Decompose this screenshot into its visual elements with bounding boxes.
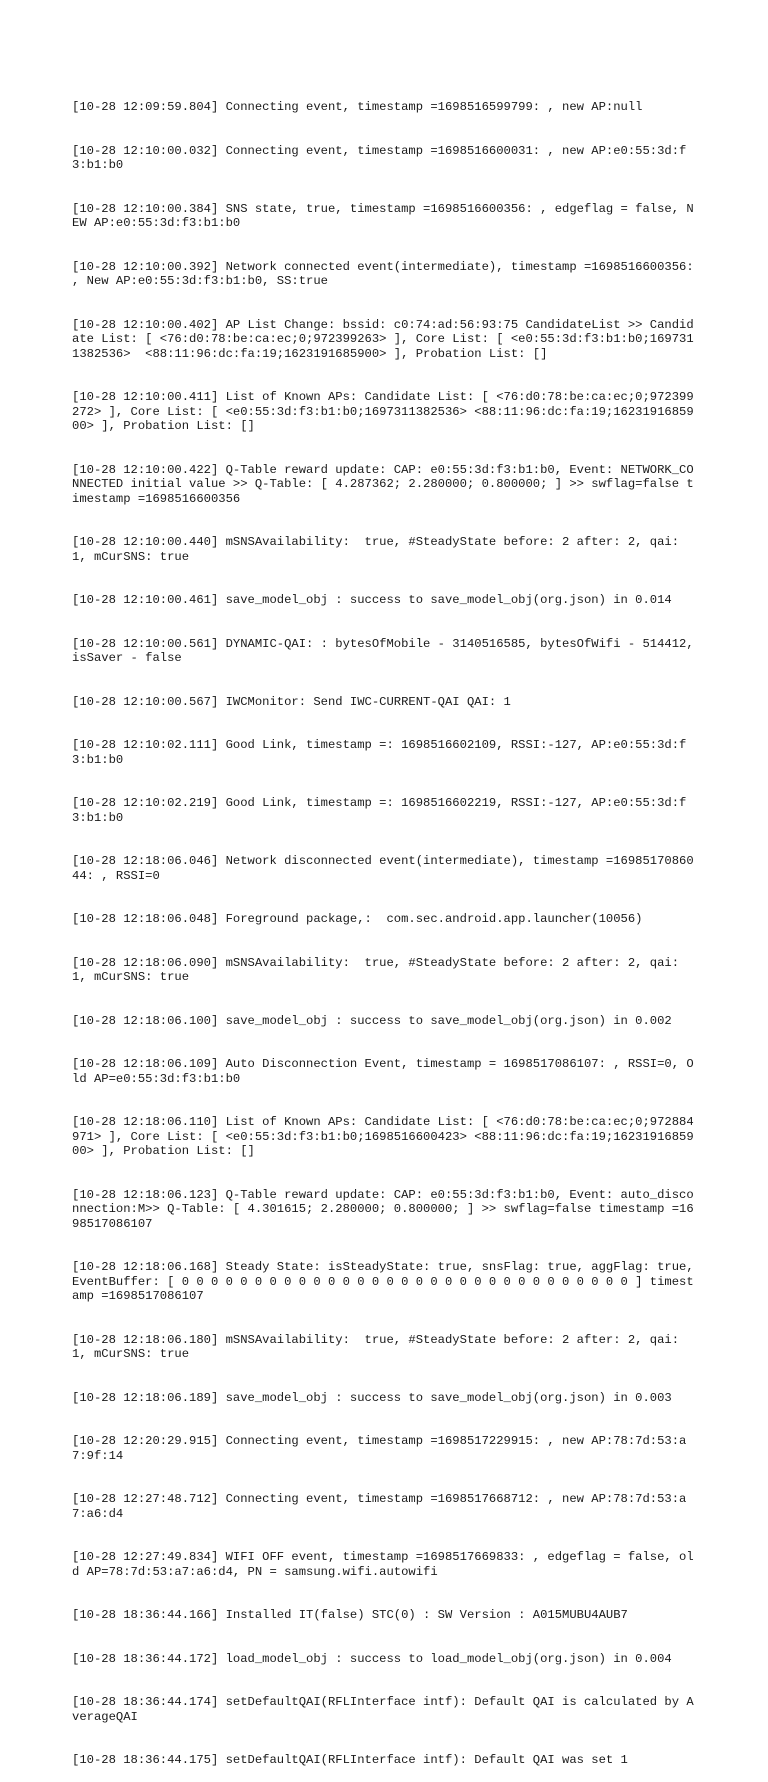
log-line: [10-28 12:10:00.561] DYNAMIC-QAI: : bytesOfMobile - 3140516585, bytesOfWifi - 514412, isSaver - false [72, 636, 701, 665]
log-line: [10-28 12:18:06.123] Q-Table reward update: CAP: e0:55:3d:f3:b1:b0, Event: auto_disconnection:M>> Q-Table: [ 4.301615; 2.280000; 0.800000; ] >> swflag=false timestamp =1698517086107 [72, 1187, 694, 1231]
log-line: [10-28 12:10:00.411] List of Known APs: Candidate List: [ <76:d0:78:be:ca:ec;0;972399272> ], Core List: [ <e0:55:3d:f3:b1:b0;1697311382536> <88:11:96:dc:fa:19;1623191685900> ], Probation List: [] [72, 390, 694, 433]
log-line: [10-28 12:20:29.915] Connecting event, timestamp =1698517229915: , new AP:78:7d:53:a7:9f:14 [72, 1434, 687, 1463]
log-line: [10-28 12:10:00.032] Connecting event, timestamp =1698516600031: , new AP:e0:55:3d:f3:b1:b0 [72, 143, 687, 172]
log-line: [10-28 12:10:00.567] IWCMonitor: Send IWC-CURRENT-QAI QAI: 1 [72, 694, 511, 709]
log-line: [10-28 12:18:06.168] Steady State: isSteadyState: true, snsFlag: true, aggFlag: true, EventBuffer: [ 0 0 0 0 0 0 0 0 0 0 0 0 0 0 0 0 0 0 0 0 0 0 0 0 0 0 0 0 0 0 0 ] timestamp =1698517086107 [72, 1260, 701, 1303]
log-line: [10-28 18:36:44.175] setDefaultQAI(RFLInterface intf): Default QAI was set 1 [72, 1753, 628, 1767]
log-line: [10-28 12:10:02.219] Good Link, timestamp =: 1698516602219, RSSI:-127, AP:e0:55:3d:f3:b1:b0 [72, 796, 687, 825]
log-line: [10-28 12:10:02.111] Good Link, timestamp =: 1698516602109, RSSI:-127, AP:e0:55:3d:f3:b1:b0 [72, 738, 687, 767]
log-line: [10-28 12:10:00.461] save_model_obj : success to save_model_obj(org.json) in 0.014 [72, 593, 672, 607]
log-line: [10-28 12:10:00.402] AP List Change: bssid: c0:74:ad:56:93:75 CandidateList >> Candidate List: [ <76:d0:78:be:ca:ec;0;972399263> ], Core List: [ <e0:55:3d:f3:b1:b0;1697311382536> <88:11:96:dc:fa:19;1623191685900> ], Probation List: [] [72, 317, 694, 361]
log-line: [10-28 18:36:44.172] load_model_obj : success to load_model_obj(org.json) in 0.004 [72, 1651, 672, 1666]
log-line: [10-28 12:27:48.712] Connecting event, timestamp =1698517668712: , new AP:78:7d:53:a7:a6:d4 [72, 1492, 687, 1521]
log-line: [10-28 12:18:06.189] save_model_obj : success to save_model_obj(org.json) in 0.003 [72, 1390, 672, 1405]
log-line: [10-28 12:10:00.440] mSNSAvailability: true, #SteadyState before: 2 after: 2, qai: 1, mCurSNS: true [72, 535, 687, 564]
log-line: [10-28 12:10:00.392] Network connected event(intermediate), timestamp =1698516600356: , New AP:e0:55:3d:f3:b1:b0, SS:true [72, 259, 701, 288]
log-line: [10-28 12:18:06.048] Foreground package,: com.sec.android.app.launcher(10056) [72, 912, 643, 926]
log-line: [10-28 12:18:06.046] Network disconnected event(intermediate), timestamp =1698517086044: , RSSI=0 [72, 854, 694, 883]
log-line: [10-28 12:18:06.110] List of Known APs: Candidate List: [ <76:d0:78:be:ca:ec;0;972884971> ], Core List: [ <e0:55:3d:f3:b1:b0;1698516600423> <88:11:96:dc:fa:19;1623191685900> ], Probation List: [] [72, 1115, 694, 1158]
log-line: [10-28 18:36:44.174] setDefaultQAI(RFLInterface intf): Default QAI is calculated by AverageQAI [72, 1695, 694, 1724]
log-line: [10-28 12:27:49.834] WIFI OFF event, timestamp =1698517669833: , edgeflag = false, old AP=78:7d:53:a7:a6:d4, PN = samsung.wifi.autowifi [72, 1550, 694, 1579]
log-line: [10-28 18:36:44.166] Installed IT(false) STC(0) : SW Version : A015MUBU4AUB7 [72, 1608, 628, 1622]
log-line: [10-28 12:09:59.804] Connecting event, timestamp =1698516599799: , new AP:null [72, 100, 643, 114]
log-line: [10-28 12:10:00.384] SNS state, true, timestamp =1698516600356: , edgeflag = false, NEW AP:e0:55:3d:f3:b1:b0 [72, 201, 694, 230]
log-line: [10-28 12:18:06.090] mSNSAvailability: true, #SteadyState before: 2 after: 2, qai: 1, mCurSNS: true [72, 955, 687, 984]
log-line: [10-28 12:18:06.109] Auto Disconnection Event, timestamp = 1698517086107: , RSSI=0, Old AP=e0:55:3d:f3:b1:b0 [72, 1057, 694, 1086]
log-line: [10-28 12:10:00.422] Q-Table reward update: CAP: e0:55:3d:f3:b1:b0, Event: NETWORK_CONNECTED initial value >> Q-Table: [ 4.287362; 2.280000; 0.800000; ] >> swflag=false timestamp =1698516600356 [72, 462, 694, 506]
log-line: [10-28 12:18:06.180] mSNSAvailability: true, #SteadyState before: 2 after: 2, qai: 1, mCurSNS: true [72, 1332, 687, 1361]
log-text-block [72, 71, 701, 1782]
log-line: [10-28 12:18:06.100] save_model_obj : success to save_model_obj(org.json) in 0.002 [72, 1013, 672, 1028]
